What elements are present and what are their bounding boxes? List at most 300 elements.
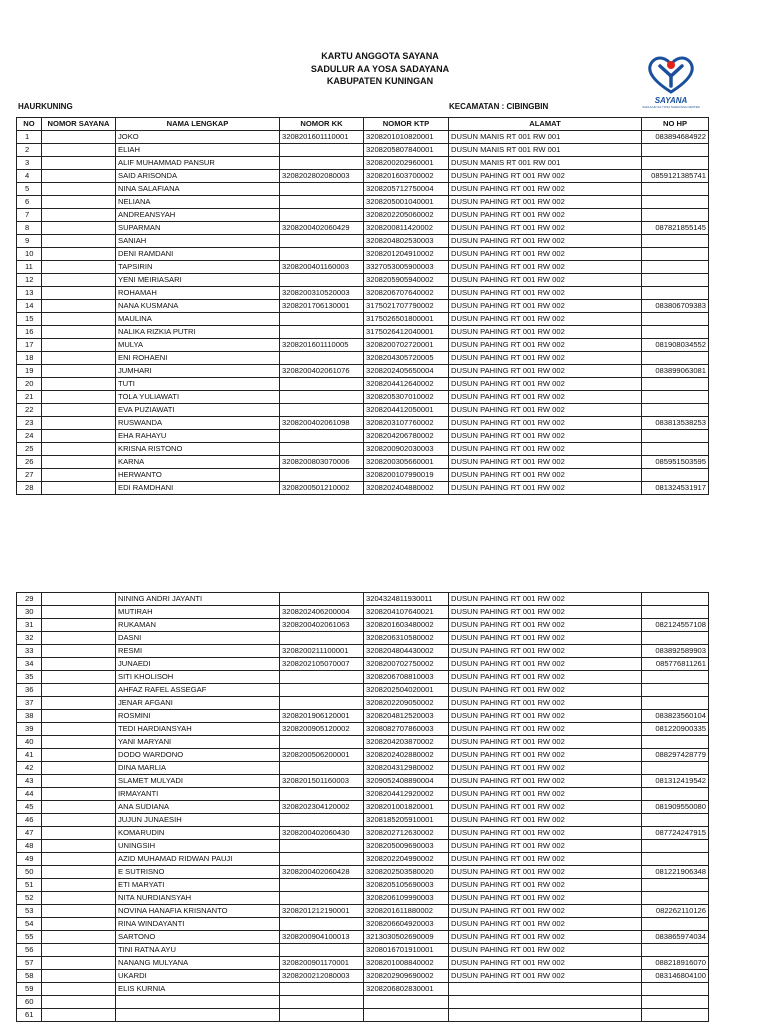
cell-nama-lengkap: TINI RATNA AYU bbox=[116, 944, 280, 957]
cell-nomor-kk: 3208200401160003 bbox=[280, 261, 364, 274]
cell-alamat: DUSUN PAHING RT 001 RW 002 bbox=[449, 723, 642, 736]
cell-no-hp: 088297428779 bbox=[642, 749, 709, 762]
table-row bbox=[17, 443, 709, 456]
cell-alamat: DUSUN PAHING RT 001 RW 002 bbox=[449, 378, 642, 391]
cell-alamat: DUSUN PAHING RT 001 RW 002 bbox=[449, 918, 642, 931]
cell-nomor-ktp: 3209052408890004 bbox=[364, 775, 449, 788]
cell-nomor-ktp: 3208201010820001 bbox=[364, 131, 449, 144]
cell-no-hp: 085951503595 bbox=[642, 456, 709, 469]
cell-nomor-ktp: 3208204206780002 bbox=[364, 430, 449, 443]
cell-nomor-ktp: 3208201204910002 bbox=[364, 248, 449, 261]
cell-nomor-ktp: 3208206802830001 bbox=[364, 983, 449, 996]
cell-nama-lengkap: SUPARMAN bbox=[116, 222, 280, 235]
table-row bbox=[17, 606, 709, 619]
cell-nama-lengkap: RESMI bbox=[116, 645, 280, 658]
cell-no: 61 bbox=[17, 1009, 42, 1022]
cell-nomor-kk: 3208200402060430 bbox=[280, 827, 364, 840]
cell-nomor-sayana bbox=[42, 996, 116, 1009]
cell-nomor-kk bbox=[280, 879, 364, 892]
cell-no-hp: 087724247915 bbox=[642, 827, 709, 840]
cell-nama-lengkap: DENI RAMDANI bbox=[116, 248, 280, 261]
cell-nomor-ktp: 3175021707790002 bbox=[364, 300, 449, 313]
cell-no: 12 bbox=[17, 274, 42, 287]
table-row bbox=[17, 1009, 709, 1022]
cell-no-hp bbox=[642, 606, 709, 619]
cell-alamat: DUSUN PAHING RT 001 RW 002 bbox=[449, 339, 642, 352]
table-row bbox=[17, 697, 709, 710]
cell-alamat bbox=[449, 983, 642, 996]
cell-no-hp bbox=[642, 469, 709, 482]
cell-nomor-kk: 3208200904100013 bbox=[280, 931, 364, 944]
cell-nomor-ktp: 3208204107640021 bbox=[364, 606, 449, 619]
cell-nama-lengkap: RINA WINDAYANTI bbox=[116, 918, 280, 931]
cell-nomor-kk: 3208200211100001 bbox=[280, 645, 364, 658]
cell-alamat: DUSUN PAHING RT 001 RW 002 bbox=[449, 632, 642, 645]
cell-nama-lengkap: DODO WARDONO bbox=[116, 749, 280, 762]
cell-nomor-ktp: 3208202402880002 bbox=[364, 749, 449, 762]
cell-no: 11 bbox=[17, 261, 42, 274]
cell-no: 55 bbox=[17, 931, 42, 944]
cell-nomor-ktp: 3208202504020001 bbox=[364, 684, 449, 697]
cell-alamat: DUSUN PAHING RT 001 RW 002 bbox=[449, 352, 642, 365]
cell-alamat: DUSUN PAHING RT 001 RW 002 bbox=[449, 209, 642, 222]
cell-nomor-kk: 3208201906120001 bbox=[280, 710, 364, 723]
cell-alamat: DUSUN PAHING RT 001 RW 002 bbox=[449, 456, 642, 469]
table-row bbox=[17, 905, 709, 918]
cell-no: 2 bbox=[17, 144, 42, 157]
cell-nomor-kk: 3208200901170001 bbox=[280, 957, 364, 970]
cell-no: 50 bbox=[17, 866, 42, 879]
cell-nomor-kk: 3208200402061063 bbox=[280, 619, 364, 632]
cell-nomor-sayana bbox=[42, 905, 116, 918]
cell-no-hp: 082262110126 bbox=[642, 905, 709, 918]
cell-nomor-sayana bbox=[42, 931, 116, 944]
cell-no-hp: 081220900335 bbox=[642, 723, 709, 736]
table-row bbox=[17, 853, 709, 866]
cell-nomor-kk bbox=[280, 996, 364, 1009]
cell-alamat: DUSUN PAHING RT 001 RW 002 bbox=[449, 365, 642, 378]
cell-alamat: DUSUN MANIS RT 001 RW 001 bbox=[449, 131, 642, 144]
cell-nomor-ktp: 3208016701910001 bbox=[364, 944, 449, 957]
cell-no-hp bbox=[642, 313, 709, 326]
cell-no-hp bbox=[642, 235, 709, 248]
cell-nomor-kk: 3208200501210002 bbox=[280, 482, 364, 495]
cell-no-hp: 083823560104 bbox=[642, 710, 709, 723]
cell-alamat: DUSUN PAHING RT 001 RW 002 bbox=[449, 196, 642, 209]
cell-nomor-ktp: 3175026501800001 bbox=[364, 313, 449, 326]
table-row bbox=[17, 482, 709, 495]
table-row bbox=[17, 879, 709, 892]
table-row bbox=[17, 892, 709, 905]
table-row bbox=[17, 365, 709, 378]
cell-no: 42 bbox=[17, 762, 42, 775]
cell-no-hp: 083813538253 bbox=[642, 417, 709, 430]
cell-nomor-sayana bbox=[42, 710, 116, 723]
cell-no: 51 bbox=[17, 879, 42, 892]
cell-nama-lengkap: JOKO bbox=[116, 131, 280, 144]
cell-alamat: DUSUN PAHING RT 001 RW 002 bbox=[449, 866, 642, 879]
cell-no-hp: 083892589903 bbox=[642, 645, 709, 658]
table-row bbox=[17, 131, 709, 144]
cell-no: 31 bbox=[17, 619, 42, 632]
cell-nomor-sayana bbox=[42, 183, 116, 196]
member-table-page-1 bbox=[16, 117, 709, 495]
cell-nomor-sayana bbox=[42, 970, 116, 983]
table-row bbox=[17, 996, 709, 1009]
cell-nomor-kk bbox=[280, 352, 364, 365]
cell-no-hp bbox=[642, 879, 709, 892]
cell-nomor-ktp: 3208205001040001 bbox=[364, 196, 449, 209]
cell-nomor-kk bbox=[280, 983, 364, 996]
cell-nomor-sayana bbox=[42, 248, 116, 261]
cell-nomor-sayana bbox=[42, 430, 116, 443]
cell-nomor-sayana bbox=[42, 131, 116, 144]
cell-no: 7 bbox=[17, 209, 42, 222]
cell-no: 3 bbox=[17, 157, 42, 170]
cell-nama-lengkap: ETI MARYATI bbox=[116, 879, 280, 892]
table-row bbox=[17, 632, 709, 645]
cell-no-hp: 081324531917 bbox=[642, 482, 709, 495]
cell-nomor-ktp: 3208205807840001 bbox=[364, 144, 449, 157]
cell-no: 13 bbox=[17, 287, 42, 300]
cell-alamat: DUSUN PAHING RT 001 RW 002 bbox=[449, 645, 642, 658]
cell-no-hp bbox=[642, 157, 709, 170]
cell-no: 10 bbox=[17, 248, 42, 261]
cell-nomor-sayana bbox=[42, 944, 116, 957]
cell-alamat: DUSUN PAHING RT 001 RW 002 bbox=[449, 658, 642, 671]
cell-no-hp: 083806709383 bbox=[642, 300, 709, 313]
cell-nama-lengkap: NANANG MULYANA bbox=[116, 957, 280, 970]
column-header-nomor-kk: NOMOR KK bbox=[280, 118, 364, 131]
cell-nama-lengkap: NOVINA HANAFIA KRISNANTO bbox=[116, 905, 280, 918]
cell-alamat: DUSUN PAHING RT 001 RW 002 bbox=[449, 261, 642, 274]
cell-nomor-kk: 3208200803070006 bbox=[280, 456, 364, 469]
cell-nomor-kk: 3208201501160003 bbox=[280, 775, 364, 788]
cell-nomor-sayana bbox=[42, 762, 116, 775]
table-row bbox=[17, 775, 709, 788]
cell-nomor-kk: 3208202406200004 bbox=[280, 606, 364, 619]
cell-alamat: DUSUN MANIS RT 001 RW 001 bbox=[449, 144, 642, 157]
table-row bbox=[17, 658, 709, 671]
cell-alamat: DUSUN PAHING RT 001 RW 002 bbox=[449, 697, 642, 710]
cell-nama-lengkap: MUTIRAH bbox=[116, 606, 280, 619]
cell-nama-lengkap: MAULINA bbox=[116, 313, 280, 326]
cell-nama-lengkap: E SUTRISNO bbox=[116, 866, 280, 879]
cell-no: 20 bbox=[17, 378, 42, 391]
table-row bbox=[17, 684, 709, 697]
cell-nomor-kk bbox=[280, 443, 364, 456]
cell-no-hp: 081909550080 bbox=[642, 801, 709, 814]
cell-nomor-kk bbox=[280, 209, 364, 222]
table-row bbox=[17, 957, 709, 970]
cell-nama-lengkap: ENI ROHAENI bbox=[116, 352, 280, 365]
table-row bbox=[17, 931, 709, 944]
cell-nomor-kk bbox=[280, 918, 364, 931]
cell-nama-lengkap: TAPSIRIN bbox=[116, 261, 280, 274]
cell-nama-lengkap: SITI KHOLISOH bbox=[116, 671, 280, 684]
cell-alamat: DUSUN PAHING RT 001 RW 002 bbox=[449, 892, 642, 905]
cell-nomor-ktp bbox=[364, 996, 449, 1009]
cell-nomor-kk bbox=[280, 469, 364, 482]
table-row bbox=[17, 339, 709, 352]
cell-nomor-sayana bbox=[42, 209, 116, 222]
cell-no: 27 bbox=[17, 469, 42, 482]
cell-nomor-kk bbox=[280, 313, 364, 326]
cell-nomor-ktp: 3208205307010002 bbox=[364, 391, 449, 404]
cell-no-hp: 083894684922 bbox=[642, 131, 709, 144]
cell-nama-lengkap: YENI MEIRIASARI bbox=[116, 274, 280, 287]
cell-alamat bbox=[449, 996, 642, 1009]
cell-nomor-kk bbox=[280, 274, 364, 287]
cell-alamat: DUSUN PAHING RT 001 RW 002 bbox=[449, 671, 642, 684]
cell-no-hp bbox=[642, 814, 709, 827]
cell-nomor-sayana bbox=[42, 300, 116, 313]
table-row bbox=[17, 469, 709, 482]
cell-no: 18 bbox=[17, 352, 42, 365]
cell-nomor-ktp: 3208205009690003 bbox=[364, 840, 449, 853]
cell-nama-lengkap: NANA KUSMANA bbox=[116, 300, 280, 313]
cell-nomor-sayana bbox=[42, 853, 116, 866]
cell-no: 4 bbox=[17, 170, 42, 183]
cell-nama-lengkap: SLAMET MULYADI bbox=[116, 775, 280, 788]
cell-nomor-sayana bbox=[42, 788, 116, 801]
table-row bbox=[17, 287, 709, 300]
cell-nomor-ktp: 3208200702750002 bbox=[364, 658, 449, 671]
table-row bbox=[17, 313, 709, 326]
cell-nomor-kk bbox=[280, 632, 364, 645]
cell-nomor-sayana bbox=[42, 749, 116, 762]
cell-nomor-ktp: 3208204802530003 bbox=[364, 235, 449, 248]
cell-nomor-kk bbox=[280, 788, 364, 801]
cell-no: 29 bbox=[17, 593, 42, 606]
cell-nomor-kk bbox=[280, 378, 364, 391]
cell-nomor-ktp: 3208205905940002 bbox=[364, 274, 449, 287]
cell-alamat: DUSUN PAHING RT 001 RW 002 bbox=[449, 287, 642, 300]
table-row bbox=[17, 749, 709, 762]
column-header-nomor-ktp: NOMOR KTP bbox=[364, 118, 449, 131]
cell-nama-lengkap: NINING ANDRI JAYANTI bbox=[116, 593, 280, 606]
cell-no: 1 bbox=[17, 131, 42, 144]
cell-nomor-ktp: 3208204804430002 bbox=[364, 645, 449, 658]
cell-nomor-kk bbox=[280, 944, 364, 957]
table-row bbox=[17, 209, 709, 222]
table-header-row bbox=[17, 118, 709, 131]
column-header-no: NO bbox=[17, 118, 42, 131]
title-line-3: KABUPATEN KUNINGAN bbox=[326, 76, 434, 86]
cell-alamat: DUSUN PAHING RT 001 RW 002 bbox=[449, 684, 642, 697]
cell-nomor-sayana bbox=[42, 658, 116, 671]
cell-nomor-kk: 3208201601110005 bbox=[280, 339, 364, 352]
cell-nomor-ktp: 3208206310580002 bbox=[364, 632, 449, 645]
cell-alamat: DUSUN PAHING RT 001 RW 002 bbox=[449, 970, 642, 983]
cell-nomor-kk: 3208200402061076 bbox=[280, 365, 364, 378]
cell-nomor-sayana bbox=[42, 619, 116, 632]
table-row bbox=[17, 736, 709, 749]
cell-no: 6 bbox=[17, 196, 42, 209]
cell-no: 26 bbox=[17, 456, 42, 469]
cell-nomor-sayana bbox=[42, 697, 116, 710]
table-row bbox=[17, 352, 709, 365]
cell-alamat: DUSUN PAHING RT 001 RW 002 bbox=[449, 749, 642, 762]
table-row bbox=[17, 710, 709, 723]
cell-no-hp: 081312419542 bbox=[642, 775, 709, 788]
cell-alamat: DUSUN PAHING RT 001 RW 002 bbox=[449, 840, 642, 853]
cell-nama-lengkap: NITA NURDIANSYAH bbox=[116, 892, 280, 905]
cell-nama-lengkap: ALIF MUHAMMAD PANSUR bbox=[116, 157, 280, 170]
cell-nomor-kk: 3208200402060428 bbox=[280, 866, 364, 879]
table-row bbox=[17, 944, 709, 957]
table-row bbox=[17, 970, 709, 983]
table-row bbox=[17, 274, 709, 287]
cell-nomor-kk: 3208200310520003 bbox=[280, 287, 364, 300]
cell-no-hp bbox=[642, 287, 709, 300]
cell-nama-lengkap: IRMAYANTI bbox=[116, 788, 280, 801]
cell-nomor-kk: 3208201212190001 bbox=[280, 905, 364, 918]
document-titles bbox=[160, 50, 600, 88]
cell-nomor-ktp: 3208202404880002 bbox=[364, 482, 449, 495]
cell-alamat: DUSUN PAHING RT 001 RW 002 bbox=[449, 222, 642, 235]
cell-no-hp bbox=[642, 853, 709, 866]
cell-nama-lengkap: TUTI bbox=[116, 378, 280, 391]
logo-subtitle: SADULUR AA YOSA SADAYANA CENTER bbox=[642, 105, 700, 109]
table-row bbox=[17, 840, 709, 853]
cell-alamat: DUSUN PAHING RT 001 RW 002 bbox=[449, 879, 642, 892]
cell-nomor-sayana bbox=[42, 983, 116, 996]
cell-no-hp: 083899063081 bbox=[642, 365, 709, 378]
cell-nomor-kk: 3208202105070007 bbox=[280, 658, 364, 671]
cell-nama-lengkap: JUMHARI bbox=[116, 365, 280, 378]
table-row bbox=[17, 417, 709, 430]
cell-nomor-ktp: 3208205712750004 bbox=[364, 183, 449, 196]
cell-no-hp bbox=[642, 1009, 709, 1022]
cell-nama-lengkap: KRISNA RISTONO bbox=[116, 443, 280, 456]
cell-nomor-kk: 3208202304120002 bbox=[280, 801, 364, 814]
cell-no-hp bbox=[642, 944, 709, 957]
cell-nomor-kk: 3208201706130001 bbox=[280, 300, 364, 313]
table-row bbox=[17, 814, 709, 827]
cell-nomor-sayana bbox=[42, 404, 116, 417]
cell-nomor-ktp: 3208200202960001 bbox=[364, 157, 449, 170]
cell-nama-lengkap: KOMARUDIN bbox=[116, 827, 280, 840]
cell-nomor-ktp: 3175026412040001 bbox=[364, 326, 449, 339]
cell-no: 57 bbox=[17, 957, 42, 970]
table-row bbox=[17, 619, 709, 632]
cell-no: 58 bbox=[17, 970, 42, 983]
table-row bbox=[17, 456, 709, 469]
cell-nomor-ktp: 3208202405650004 bbox=[364, 365, 449, 378]
cell-alamat: DUSUN PAHING RT 001 RW 002 bbox=[449, 391, 642, 404]
cell-nomor-kk: 3208200402061098 bbox=[280, 417, 364, 430]
cell-nama-lengkap: ELIS KURNIA bbox=[116, 983, 280, 996]
cell-nama-lengkap: SAID ARISONDA bbox=[116, 170, 280, 183]
table-row bbox=[17, 827, 709, 840]
cell-no-hp: 082124557108 bbox=[642, 619, 709, 632]
cell-no-hp bbox=[642, 404, 709, 417]
cell-nama-lengkap: NINA SALAFIANA bbox=[116, 183, 280, 196]
cell-no: 49 bbox=[17, 853, 42, 866]
cell-no: 15 bbox=[17, 313, 42, 326]
cell-no-hp bbox=[642, 391, 709, 404]
cell-nama-lengkap: NELIANA bbox=[116, 196, 280, 209]
cell-no-hp bbox=[642, 248, 709, 261]
cell-nomor-kk bbox=[280, 430, 364, 443]
table-row bbox=[17, 645, 709, 658]
cell-nomor-sayana bbox=[42, 196, 116, 209]
cell-no: 54 bbox=[17, 918, 42, 931]
cell-nomor-sayana bbox=[42, 645, 116, 658]
table-row bbox=[17, 983, 709, 996]
cell-nomor-ktp: 3204324811930011 bbox=[364, 593, 449, 606]
cell-no: 45 bbox=[17, 801, 42, 814]
cell-alamat: DUSUN PAHING RT 001 RW 002 bbox=[449, 853, 642, 866]
cell-no-hp bbox=[642, 196, 709, 209]
cell-nomor-kk bbox=[280, 248, 364, 261]
title-line-2: SADULUR AA YOSA SADAYANA bbox=[310, 63, 450, 74]
cell-nomor-kk bbox=[280, 404, 364, 417]
cell-no-hp bbox=[642, 762, 709, 775]
cell-nomor-ktp: 3208202909690002 bbox=[364, 970, 449, 983]
cell-no: 23 bbox=[17, 417, 42, 430]
cell-nomor-sayana bbox=[42, 170, 116, 183]
cell-nomor-sayana bbox=[42, 801, 116, 814]
cell-nomor-ktp: 3208202204990002 bbox=[364, 853, 449, 866]
cell-alamat: DUSUN PAHING RT 001 RW 002 bbox=[449, 170, 642, 183]
cell-nomor-sayana bbox=[42, 671, 116, 684]
cell-nomor-kk bbox=[280, 697, 364, 710]
cell-nomor-ktp: 3208202209050002 bbox=[364, 697, 449, 710]
table-row bbox=[17, 762, 709, 775]
cell-nomor-sayana bbox=[42, 684, 116, 697]
cell-no-hp bbox=[642, 632, 709, 645]
cell-alamat: DUSUN PAHING RT 001 RW 002 bbox=[449, 469, 642, 482]
column-header-nama-lengkap: NAMA LENGKAP bbox=[116, 118, 280, 131]
cell-no-hp: 083865974034 bbox=[642, 931, 709, 944]
cell-nomor-kk bbox=[280, 892, 364, 905]
table-row bbox=[17, 300, 709, 313]
cell-nomor-sayana bbox=[42, 222, 116, 235]
cell-nomor-ktp: 3208201603480002 bbox=[364, 619, 449, 632]
cell-no: 43 bbox=[17, 775, 42, 788]
table-row bbox=[17, 788, 709, 801]
cell-no: 28 bbox=[17, 482, 42, 495]
cell-nomor-ktp: 3208201611880002 bbox=[364, 905, 449, 918]
cell-nomor-sayana bbox=[42, 736, 116, 749]
cell-nomor-ktp: 3208204412920002 bbox=[364, 788, 449, 801]
cell-alamat: DUSUN PAHING RT 001 RW 002 bbox=[449, 417, 642, 430]
cell-no-hp bbox=[642, 144, 709, 157]
cell-no: 32 bbox=[17, 632, 42, 645]
cell-nomor-ktp: 3208204412640002 bbox=[364, 378, 449, 391]
cell-alamat: DUSUN PAHING RT 001 RW 002 bbox=[449, 944, 642, 957]
cell-nomor-ktp: 3208200902030003 bbox=[364, 443, 449, 456]
column-header-alamat: ALAMAT bbox=[449, 118, 642, 131]
column-header-no-hp: NO HP bbox=[642, 118, 709, 131]
member-table-page-2 bbox=[16, 592, 709, 1022]
cell-no: 24 bbox=[17, 430, 42, 443]
cell-alamat: DUSUN PAHING RT 001 RW 002 bbox=[449, 814, 642, 827]
cell-no: 38 bbox=[17, 710, 42, 723]
cell-nomor-ktp: 3208202503580020 bbox=[364, 866, 449, 879]
cell-nama-lengkap: ANA SUDIANA bbox=[116, 801, 280, 814]
cell-nomor-sayana bbox=[42, 469, 116, 482]
cell-no-hp bbox=[642, 352, 709, 365]
cell-nomor-kk bbox=[280, 684, 364, 697]
cell-nomor-kk bbox=[280, 235, 364, 248]
cell-no-hp bbox=[642, 593, 709, 606]
cell-no: 16 bbox=[17, 326, 42, 339]
cell-nama-lengkap: EHA RAHAYU bbox=[116, 430, 280, 443]
table-row bbox=[17, 801, 709, 814]
